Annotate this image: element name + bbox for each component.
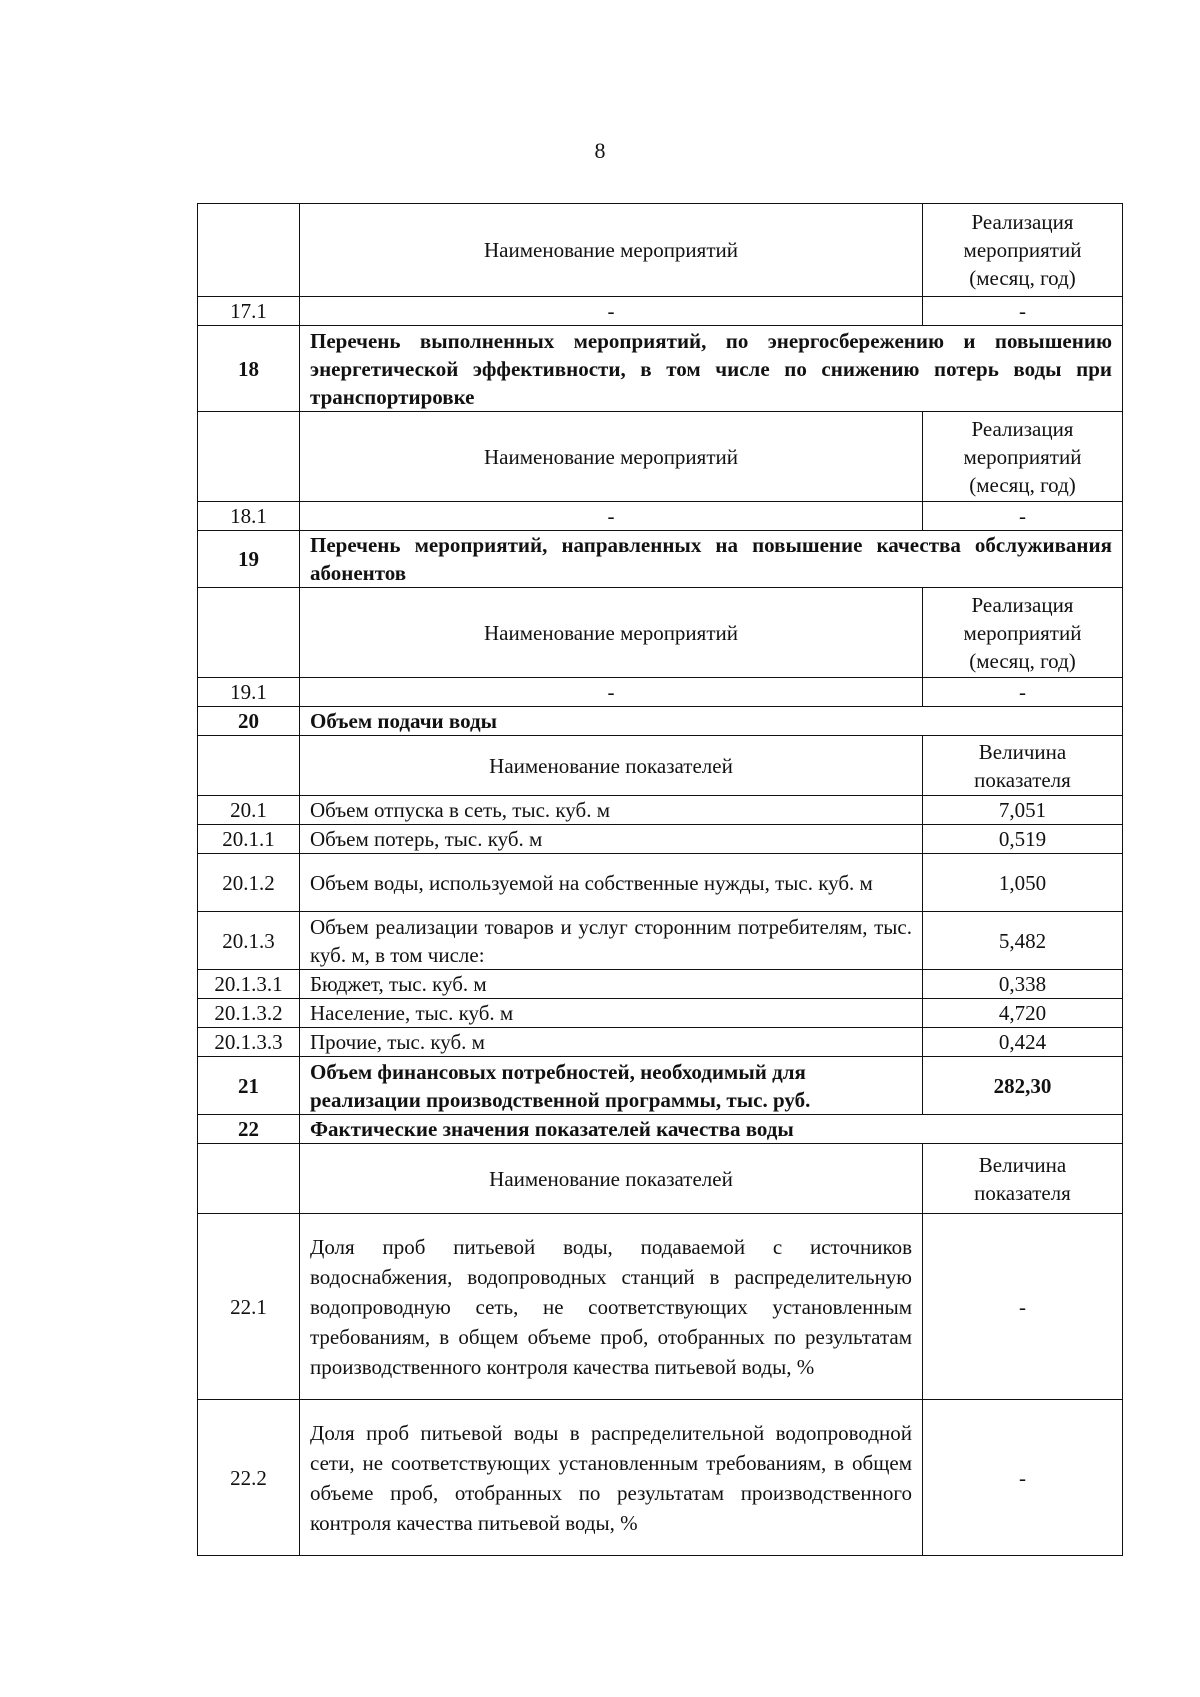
header-num-cell: [198, 588, 300, 678]
value-line-2: показателя: [974, 767, 1071, 792]
indicator-name: Объем потерь, тыс. куб. м: [300, 825, 923, 854]
event-name-cell: -: [300, 502, 923, 531]
indicator-name: Доля проб питьевой воды в распределительной водопроводной сети, не соответствующих установленным требованиям, в общем объеме проб, отобранных по результатам производственного контроля качества питьевой воды, %: [300, 1400, 923, 1556]
indicator-name: Объем отпуска в сеть, тыс. куб. м: [300, 796, 923, 825]
row-num: 20.1.1: [198, 825, 300, 854]
header-events-name: Наименование мероприятий: [300, 204, 923, 297]
section-row: [198, 707, 1123, 736]
section-num: 20: [198, 707, 300, 736]
indicator-name: Доля проб питьевой воды, подаваемой с источников водоснабжения, водопроводных станций в распределительную водопроводную сеть, не соответствующих установленным требованиям, в общем объеме проб, отобранных по результатам производственного контроля качества питьевой воды, %: [300, 1214, 923, 1400]
section-value: 282,30: [923, 1057, 1123, 1115]
value-line-2: показателя: [974, 1180, 1071, 1205]
indicator-value: -: [923, 1214, 1123, 1400]
section-row: [198, 1115, 1123, 1144]
header-num-cell: [198, 204, 300, 297]
indicator-name: Объем воды, используемой на собственные нужды, тыс. куб. м: [300, 854, 923, 912]
event-impl-cell: -: [923, 678, 1123, 707]
section-num: 22: [198, 1115, 300, 1144]
indicator-name: Прочие, тыс. куб. м: [300, 1028, 923, 1057]
section-title: Объем финансовых потребностей, необходимый для реализации производственной программы, тыс. руб.: [300, 1057, 923, 1115]
impl-line-2: мероприятий: [963, 620, 1082, 645]
row-num: 20.1.3: [198, 912, 300, 970]
header-events-impl: [923, 412, 1123, 502]
header-num-cell: [198, 736, 300, 796]
indicator-value: 5,482: [923, 912, 1123, 970]
section-title: Перечень выполненных мероприятий, по энергосбережению и повышению энергетической эффективности, в том числе по снижению потерь воды при транспортировке: [300, 326, 1123, 412]
value-line-1: Величина: [978, 1152, 1067, 1177]
section-num: 21: [198, 1057, 300, 1115]
table-row: [198, 912, 1123, 970]
row-num: 19.1: [198, 678, 300, 707]
section-title: Фактические значения показателей качества воды: [300, 1115, 1123, 1144]
header-num-cell: [198, 1144, 300, 1214]
events-header-row: [198, 412, 1123, 502]
header-num-cell: [198, 412, 300, 502]
value-line-1: Величина: [978, 739, 1067, 764]
indicator-value: 4,720: [923, 999, 1123, 1028]
row-num: 18.1: [198, 502, 300, 531]
row-num: 20.1: [198, 796, 300, 825]
header-events-name: Наименование мероприятий: [300, 588, 923, 678]
impl-line-2: мероприятий: [963, 444, 1082, 469]
indicator-value: 1,050: [923, 854, 1123, 912]
header-events-impl: [923, 204, 1123, 297]
indicator-value: 0,338: [923, 970, 1123, 999]
impl-line-3: (месяц, год): [969, 648, 1076, 673]
row-num: 20.1.2: [198, 854, 300, 912]
table-row: [198, 970, 1123, 999]
indicator-value: 0,424: [923, 1028, 1123, 1057]
section-title: Перечень мероприятий, направленных на повышение качества обслуживания абонентов: [300, 531, 1123, 588]
row-num: 22.1: [198, 1214, 300, 1400]
impl-line-1: Реализация: [971, 416, 1074, 441]
section-num: 19: [198, 531, 300, 588]
row-num: 22.2: [198, 1400, 300, 1556]
table-row: [198, 297, 1123, 326]
indicators-header-row: [198, 736, 1123, 796]
indicators-header-row: [198, 1144, 1123, 1214]
indicator-name: Объем реализации товаров и услуг сторонним потребителям, тыс. куб. м, в том числе:: [300, 912, 923, 970]
events-header-row: [198, 588, 1123, 678]
row-num: 20.1.3.1: [198, 970, 300, 999]
indicator-name: Население, тыс. куб. м: [300, 999, 923, 1028]
section-title: Объем подачи воды: [300, 707, 1123, 736]
program-table: [197, 203, 1123, 1556]
section-row: [198, 531, 1123, 588]
table-row: [198, 678, 1123, 707]
header-indicators-name: Наименование показателей: [300, 1144, 923, 1214]
table-row: [198, 796, 1123, 825]
row-num: 17.1: [198, 297, 300, 326]
indicator-value: 0,519: [923, 825, 1123, 854]
page-number: 8: [594, 138, 606, 163]
indicator-value: 7,051: [923, 796, 1123, 825]
table-row: [198, 1214, 1123, 1400]
section-row: [198, 326, 1123, 412]
header-events-name: Наименование мероприятий: [300, 412, 923, 502]
table-row: [198, 825, 1123, 854]
table-row: [198, 1028, 1123, 1057]
section-row: [198, 1057, 1123, 1115]
impl-line-1: Реализация: [971, 592, 1074, 617]
event-name-cell: -: [300, 678, 923, 707]
impl-line-3: (месяц, год): [969, 266, 1076, 290]
indicator-name: Бюджет, тыс. куб. м: [300, 970, 923, 999]
header-events-impl: [923, 588, 1123, 678]
indicator-value: -: [923, 1400, 1123, 1556]
event-name-cell: -: [300, 297, 923, 326]
header-value: [923, 1144, 1123, 1214]
event-impl-cell: -: [923, 502, 1123, 531]
impl-line-1: Реализация: [971, 210, 1074, 234]
row-num: 20.1.3.3: [198, 1028, 300, 1057]
table-row: [198, 854, 1123, 912]
events-header-row: [198, 204, 1123, 297]
impl-line-2: мероприятий: [963, 238, 1082, 262]
header-value: [923, 736, 1123, 796]
section-num: 18: [198, 326, 300, 412]
table-row: [198, 999, 1123, 1028]
event-impl-cell: -: [923, 297, 1123, 326]
header-indicators-name: Наименование показателей: [300, 736, 923, 796]
table-row: [198, 1400, 1123, 1556]
row-num: 20.1.3.2: [198, 999, 300, 1028]
table-row: [198, 502, 1123, 531]
impl-line-3: (месяц, год): [969, 472, 1076, 497]
